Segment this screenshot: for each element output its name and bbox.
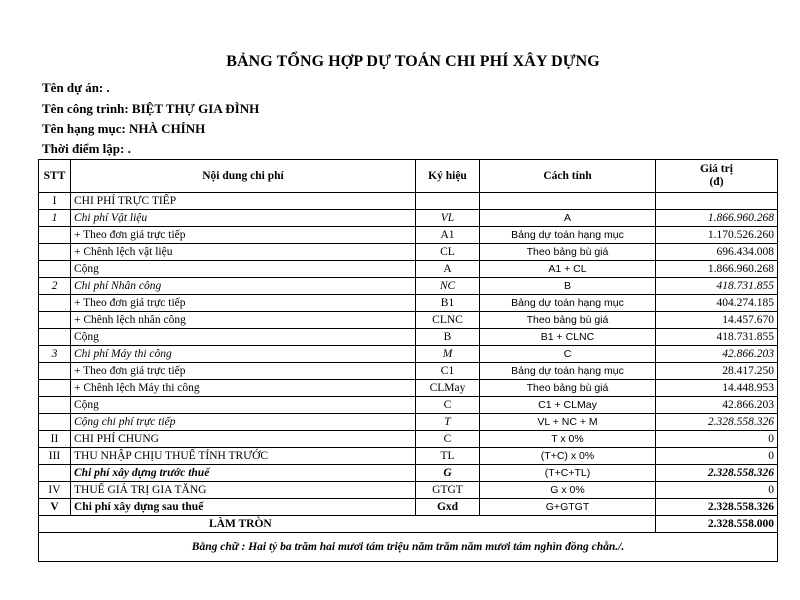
row-calc: T x 0% [480, 431, 656, 448]
row-content: Chi phí xây dựng trước thuế [71, 465, 416, 482]
item-name-value: NHÀ CHÍNH [129, 121, 206, 136]
row-value: 0 [656, 431, 778, 448]
table-row [39, 448, 778, 465]
row-value: 1.866.960.268 [656, 210, 778, 227]
row-symbol: CLMay [416, 380, 480, 397]
row-content: Cộng [71, 261, 416, 278]
project-name-line [42, 80, 110, 96]
row-stt [39, 397, 71, 414]
row-symbol: GTGT [416, 482, 480, 499]
row-value: 404.274.185 [656, 295, 778, 312]
table-row [39, 397, 778, 414]
row-stt [39, 227, 71, 244]
row-stt [39, 414, 71, 431]
row-value: 14.457.670 [656, 312, 778, 329]
row-calc: (T+C) x 0% [480, 448, 656, 465]
row-stt: 3 [39, 346, 71, 363]
row-content: Cộng [71, 329, 416, 346]
row-stt [39, 465, 71, 482]
amount-in-words: Bằng chữ : Hai tỷ ba trăm hai mươi tám triệu năm trăm năm mươi tám nghìn đồng chẵn./. [39, 533, 778, 562]
row-stt [39, 380, 71, 397]
header-value [656, 160, 778, 193]
row-symbol [416, 193, 480, 210]
row-symbol: VL [416, 210, 480, 227]
row-content: + Chênh lệch nhân công [71, 312, 416, 329]
row-calc: Bảng dự toán hạng mục [480, 227, 656, 244]
row-symbol: T [416, 414, 480, 431]
project-name-label: Tên dự án: [42, 80, 104, 95]
table-row [39, 499, 778, 516]
row-calc: Theo bảng bù giá [480, 380, 656, 397]
row-stt [39, 244, 71, 261]
table-row [39, 465, 778, 482]
row-symbol: NC [416, 278, 480, 295]
table-body [39, 193, 778, 516]
table-row [39, 346, 778, 363]
row-value: 2.328.558.326 [656, 499, 778, 516]
table-row [39, 278, 778, 295]
row-content: Cộng chi phí trực tiếp [71, 414, 416, 431]
row-content: + Theo đơn giá trực tiếp [71, 295, 416, 312]
building-name-label: Tên công trình: [42, 101, 129, 116]
rounding-row [39, 516, 778, 533]
row-symbol: B [416, 329, 480, 346]
row-symbol: B1 [416, 295, 480, 312]
row-value: 0 [656, 482, 778, 499]
row-symbol: A1 [416, 227, 480, 244]
row-stt: III [39, 448, 71, 465]
row-calc: C [480, 346, 656, 363]
header-value-line2: (đ) [709, 176, 724, 188]
row-content: + Theo đơn giá trực tiếp [71, 363, 416, 380]
item-name-label: Tên hạng mục: [42, 121, 126, 136]
cost-summary-table [38, 159, 778, 562]
table-row [39, 363, 778, 380]
row-value: 42.866.203 [656, 346, 778, 363]
row-calc: A1 + CL [480, 261, 656, 278]
table-row [39, 431, 778, 448]
table-row [39, 414, 778, 431]
row-calc: Bảng dự toán hạng mục [480, 295, 656, 312]
row-value: 418.731.855 [656, 329, 778, 346]
row-content: THU NHẬP CHỊU THUẾ TÍNH TRƯỚC [71, 448, 416, 465]
prepared-time-line [42, 141, 131, 157]
row-symbol: C [416, 397, 480, 414]
row-symbol: G [416, 465, 480, 482]
row-stt: II [39, 431, 71, 448]
row-calc: (T+C+TL) [480, 465, 656, 482]
row-value: 14.448.953 [656, 380, 778, 397]
row-content: + Chênh lệch vật liệu [71, 244, 416, 261]
row-stt: IV [39, 482, 71, 499]
row-content: + Theo đơn giá trực tiếp [71, 227, 416, 244]
row-calc: Theo bảng bù giá [480, 244, 656, 261]
row-value: 1.866.960.268 [656, 261, 778, 278]
prepared-time-label: Thời điểm lập: [42, 141, 125, 156]
row-stt [39, 295, 71, 312]
row-content: Chi phí Máy thi công [71, 346, 416, 363]
building-name-line [42, 101, 259, 117]
rounding-label: LÀM TRÒN [39, 516, 656, 533]
item-name-line [42, 121, 205, 137]
row-value: 28.417.250 [656, 363, 778, 380]
row-content: Chi phí xây dựng sau thuế [71, 499, 416, 516]
table-row [39, 261, 778, 278]
row-stt: 2 [39, 278, 71, 295]
row-content: Cộng [71, 397, 416, 414]
header-calc: Cách tính [480, 160, 656, 193]
row-symbol: CLNC [416, 312, 480, 329]
row-stt: V [39, 499, 71, 516]
row-symbol: Gxd [416, 499, 480, 516]
row-value: 696.434.008 [656, 244, 778, 261]
row-calc: A [480, 210, 656, 227]
row-stt: I [39, 193, 71, 210]
row-calc: G x 0% [480, 482, 656, 499]
row-value: 418.731.855 [656, 278, 778, 295]
row-calc: B [480, 278, 656, 295]
table-row [39, 482, 778, 499]
table-row [39, 380, 778, 397]
rounding-value: 2.328.558.000 [656, 516, 778, 533]
table-row [39, 312, 778, 329]
table-row [39, 329, 778, 346]
row-stt [39, 363, 71, 380]
row-calc: B1 + CLNC [480, 329, 656, 346]
row-calc: Theo bảng bù giá [480, 312, 656, 329]
header-stt: STT [39, 160, 71, 193]
row-calc: G+GTGT [480, 499, 656, 516]
row-value: 42.866.203 [656, 397, 778, 414]
row-content: CHI PHÍ CHUNG [71, 431, 416, 448]
table-row [39, 210, 778, 227]
row-value: 2.328.558.326 [656, 414, 778, 431]
table-row [39, 295, 778, 312]
header-symbol: Ký hiệu [416, 160, 480, 193]
row-calc: C1 + CLMay [480, 397, 656, 414]
row-calc: Bảng dự toán hạng mục [480, 363, 656, 380]
row-symbol: C1 [416, 363, 480, 380]
row-value [656, 193, 778, 210]
row-calc: VL + NC + M [480, 414, 656, 431]
document-title: BẢNG TỔNG HỢP DỰ TOÁN CHI PHÍ XÂY DỰNG [226, 53, 600, 70]
row-value: 0 [656, 448, 778, 465]
row-content: + Chênh lệch Máy thi công [71, 380, 416, 397]
row-symbol: A [416, 261, 480, 278]
row-content: Chi phí Nhân công [71, 278, 416, 295]
row-stt: 1 [39, 210, 71, 227]
row-stt [39, 312, 71, 329]
building-name-value: BIỆT THỰ GIA ĐÌNH [131, 101, 260, 116]
row-stt [39, 261, 71, 278]
row-value: 1.170.526.260 [656, 227, 778, 244]
row-symbol: M [416, 346, 480, 363]
header-content: Nội dung chi phí [71, 160, 416, 193]
row-content: Chi phí Vật liệu [71, 210, 416, 227]
project-name-value: . [106, 80, 110, 95]
table-row [39, 193, 778, 210]
row-symbol: TL [416, 448, 480, 465]
prepared-time-value: . [127, 141, 131, 156]
row-content: CHI PHÍ TRỰC TIẾP [71, 193, 416, 210]
table-row [39, 227, 778, 244]
row-content: THUẾ GIÁ TRỊ GIA TĂNG [71, 482, 416, 499]
header-value-line1: Giá trị [700, 163, 733, 175]
row-value: 2.328.558.326 [656, 465, 778, 482]
row-symbol: CL [416, 244, 480, 261]
row-symbol: C [416, 431, 480, 448]
row-stt [39, 329, 71, 346]
row-calc [480, 193, 656, 210]
table-header-row [39, 160, 778, 193]
amount-in-words-row [39, 533, 778, 562]
table-row [39, 244, 778, 261]
